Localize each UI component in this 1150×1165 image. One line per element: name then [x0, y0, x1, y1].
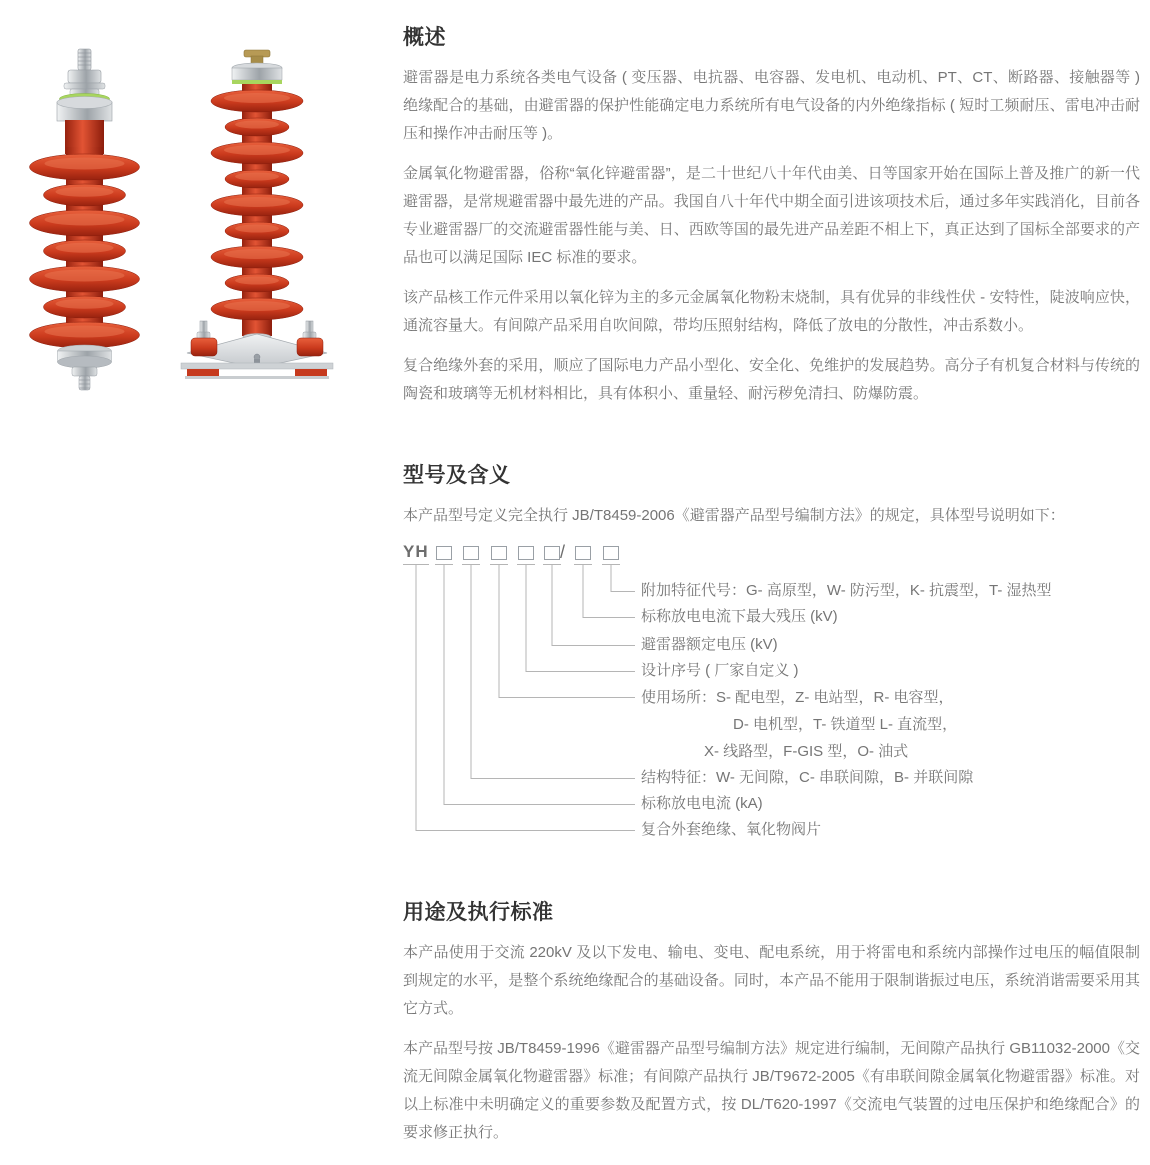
section-usage-standards [403, 901, 1140, 1159]
usage-paragraph-2: 本产品型号按 JB/T8459-1996《避雷器产品型号编制方法》规定进行编制，无间隙产品执行 GB11032-2000《交流无间隙金属氧化物避雷器》标准；有间隙产品执行 JB/T9672-2005《有串联间隙金属氧化物避雷器》标准。对以上标准中未明确定义的重要参数及配置方式，按 DL/T620-1997《交流电气装置的过电压保护和绝缘配合》的要求修正执行。 [403, 1040, 1140, 1141]
model-code-prefix: YH [403, 542, 429, 561]
code-label-additional-feature: 附加特征代号：G- 高原型，W- 防污型，K- 抗震型，T- 湿热型 [641, 582, 1052, 599]
bottom-flange [58, 345, 112, 390]
code-label-application-line-1: 使用场所：S- 配电型，Z- 电站型，R- 电容型， [641, 689, 954, 706]
overview-paragraph-2: 金属氧化物避雷器，俗称“氧化锌避雷器”，是二十世纪八十年代由美、日等国家开始在国际上普及推广的新一代避雷器，是常规避雷器中最先进的产品。我国自八十年代中期全面引进该项技术后，通过多年实践消化，目前各专业避雷器厂的交流避雷器性能与美、日、西欧等国的最先进产品差距不相上下，真正达到了国标全部要求的产品也可以满足国际 IEC 标准的要求。 [403, 165, 1140, 266]
code-label-design-serial: 设计序号 ( 厂家自定义 ) [641, 662, 799, 679]
overview-heading: 概述 [403, 26, 446, 49]
usage-paragraph-1: 本产品使用于交流 220kV 及以下发电、输电、变电、配电系统，用于将雷电和系统内部操作过电压的幅值限制到规定的水平，是整个系统绝缘配合的基础设备。同时，本产品不能用于限制谐振过电压，系统消谐需要采用其它方式。 [403, 944, 1140, 1017]
top-terminal-stud [64, 49, 105, 97]
code-label-rated-voltage: 避雷器额定电压 (kV) [641, 636, 778, 653]
model-code-connector-lines [403, 542, 643, 842]
section-model-designation [403, 464, 1140, 850]
usage-heading: 用途及执行标准 [403, 901, 554, 924]
top-metal-cap [57, 97, 112, 122]
product-photo-arrester-short [20, 47, 150, 392]
overview-paragraph-4: 复合绝缘外套的采用，顺应了国际电力产品小型化、安全化、免维护的发展趋势。高分子有机复合材料与传统的陶瓷和玻璃等无机材料相比，具有体积小、重量轻、耐污秽免清扫、防爆防震。 [403, 357, 1140, 402]
code-label-application-line-2: D- 电机型，T- 铁道型 L- 直流型， [733, 716, 958, 733]
overview-paragraph-1: 避雷器是电力系统各类电气设备 ( 变压器、电抗器、电容器、发电机、电动机、PT、CT、断路器、接触器等 ) 绝缘配合的基础，由避雷器的保护性能确定电力系统所有电气设备的内外绝缘指标 ( 短时工频耐压、雷电冲击耐压和操作冲击耐压等 )。 [403, 69, 1140, 142]
top-metal-cap [232, 63, 282, 84]
code-label-structure-feature: 结构特征：W- 无间隙，C- 串联间隙，B- 并联间隙 [641, 769, 974, 786]
overview-paragraph-3: 该产品核工作元件采用以氧化锌为主的多元金属氧化物粉末烧制，具有优异的非线性伏 - 安特性，陡波响应快，通流容量大。有间隙产品采用自吹间隙，带均压照射结构，降低了放电的分散性，冲击系数小。 [403, 289, 1140, 334]
code-label-nominal-discharge-current: 标称放电电流 (kA) [641, 795, 763, 812]
product-photo-arrester-tall [177, 47, 337, 383]
product-figures [20, 47, 350, 397]
code-label-max-residual-voltage: 标称放电电流下最大残压 (kV) [641, 608, 838, 625]
section-overview [403, 26, 1140, 420]
model-intro: 本产品型号定义完全执行 JB/T8459-2006《避雷器产品型号编制方法》的规定，具体型号说明如下： [403, 507, 1065, 524]
code-label-application-place [641, 684, 957, 765]
model-code-slash: / [560, 542, 566, 562]
code-label-application-line-3: X- 线路型，F-GIS 型，O- 油式 [704, 743, 909, 760]
model-heading: 型号及含义 [403, 464, 511, 487]
model-code-diagram [403, 542, 1140, 850]
code-label-composite-housing: 复合外套绝缘、氧化物阀片 [641, 821, 822, 838]
silicone-housing [211, 84, 303, 336]
silicone-housing [30, 120, 140, 348]
